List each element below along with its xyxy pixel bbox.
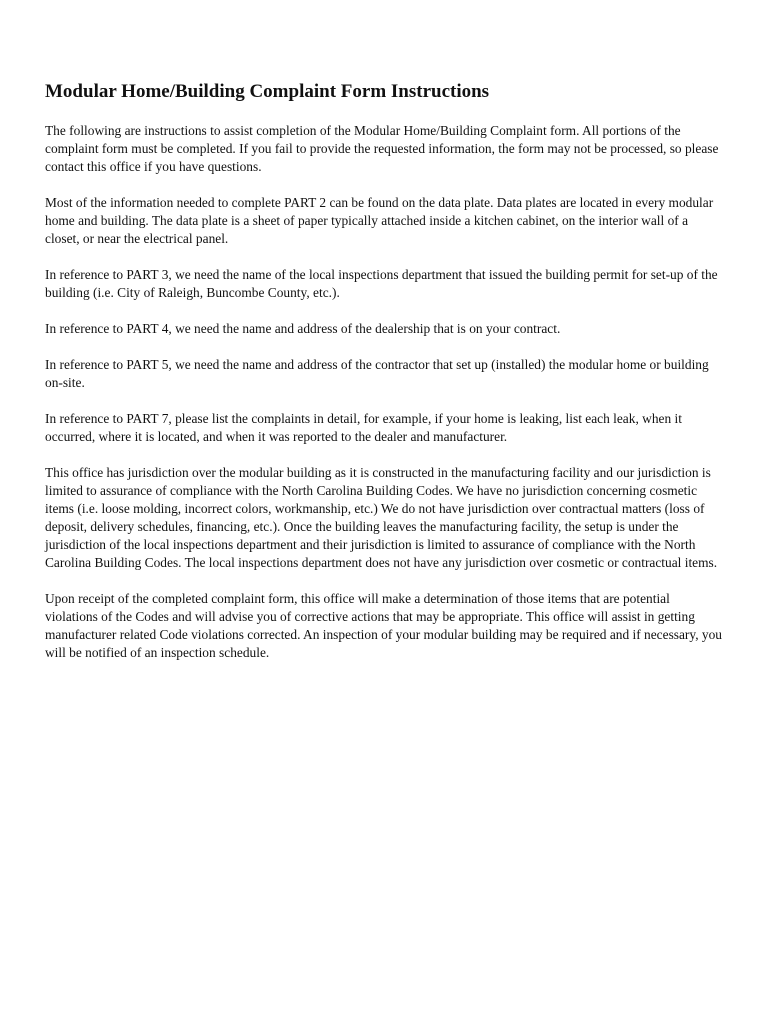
paragraph-part-7: In reference to PART 7, please list the complaints in detail, for example, if your home is leaking, list each leak, when it occurred, where it is located, and when it was reported to the dealer and manufacturer. — [45, 411, 682, 444]
paragraph-part-4: In reference to PART 4, we need the name and address of the dealership that is on your contract. — [45, 321, 561, 336]
document-page — [45, 80, 725, 680]
paragraph-intro: The following are instructions to assist completion of the Modular Home/Building Complaint form. All portions of the complaint form must be completed. If you fail to provide the requested information, the form may not be processed, so please contact this office if you have questions. — [45, 123, 719, 174]
document-title: Modular Home/Building Complaint Form Instructions — [45, 81, 490, 102]
paragraph-part-5: In reference to PART 5, we need the name and address of the contractor that set up (installed) the modular home or building on-site. — [45, 357, 709, 390]
paragraph-receipt: Upon receipt of the completed complaint form, this office will make a determination of those items that are potential violations of the Codes and will advise you of corrective actions that may be appropriate. This office will assist in getting manufacturer related Code violations corrected. An inspection of your modular building may be required and if necessary, you will be notified of an inspection schedule. — [45, 591, 722, 660]
paragraph-part-3: In reference to PART 3, we need the name of the local inspections department that issued the building permit for set-up of the building (i.e. City of Raleigh, Buncombe County, etc.). — [45, 267, 718, 300]
paragraph-jurisdiction: This office has jurisdiction over the modular building as it is constructed in the manufacturing facility and our jurisdiction is limited to assurance of compliance with the North Carolina Building Codes. We have no jurisdiction concerning cosmetic items (i.e. loose molding, incorrect colors, workmanship, etc.) We do not have jurisdiction over contractual matters (loss of deposit, delivery schedules, financing, etc.). Once the building leaves the manufacturing facility, the setup is under the jurisdiction of the local inspections department and their jurisdiction is limited to assurance of compliance with the North Carolina Building Codes. The local inspections department does not have any jurisdiction over cosmetic or contractual items. — [45, 465, 718, 570]
paragraph-part-2: Most of the information needed to complete PART 2 can be found on the data plate. Data plates are located in every modular home and building. The data plate is a sheet of paper typically attached inside a kitchen cabinet, on the interior wall of a closet, or near the electrical panel. — [45, 195, 714, 246]
